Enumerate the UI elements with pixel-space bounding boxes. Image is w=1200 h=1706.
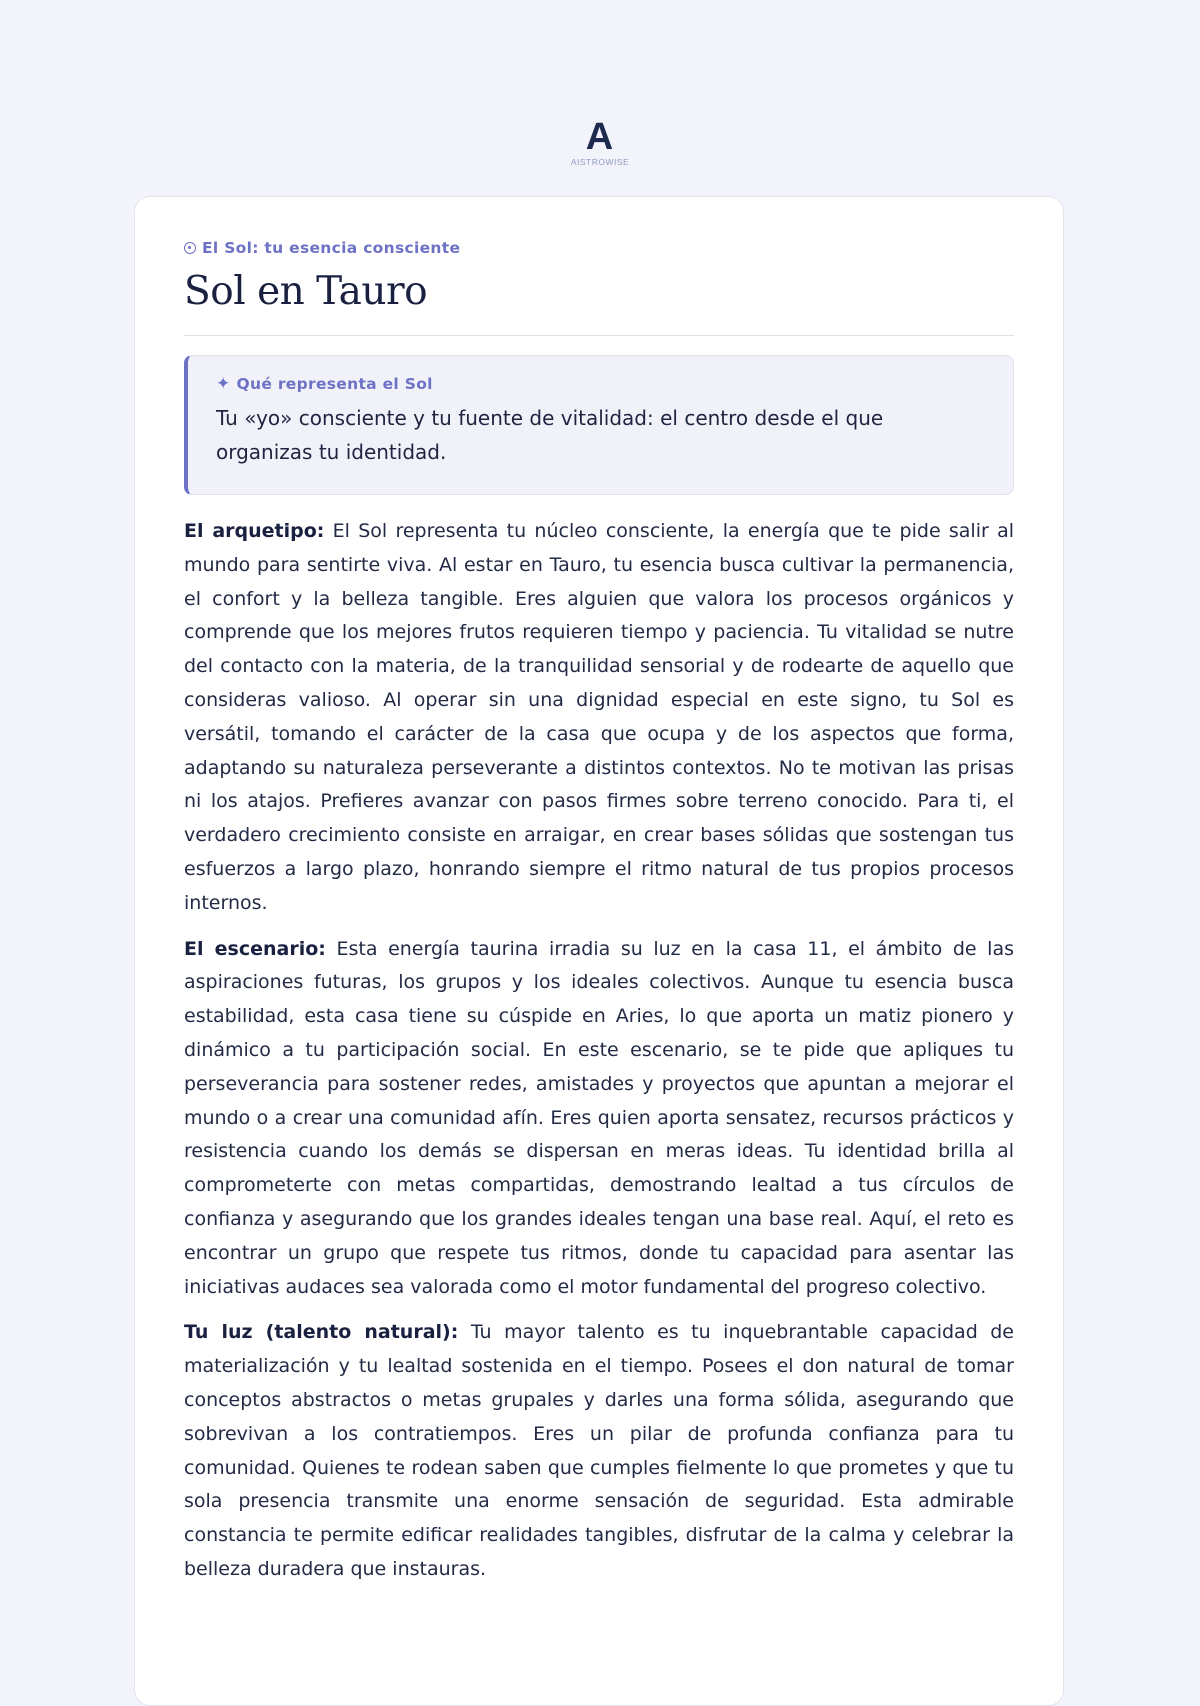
sparkle-icon: ✦ bbox=[216, 373, 231, 394]
paragraph-text: Tu mayor talento es tu inquebrantable capacidad de materialización y tu lealtad sostenida en el tiempo. Posees el don natural de tomar conceptos abstractos o metas grupales y darles una forma sólida, asegurando que sobrevivan a los contratiempos. Eres un pilar de profunda confianza para tu comunidad. Quienes te rodean saben que cumples fielmente lo que prometes y que tu sola presencia transmite una enorme sensación de seguridad. Esta admirable constancia te permite edificar realidades tangibles, disfrutar de la calma y celebrar la belleza duradera que instauras. bbox=[184, 1321, 1015, 1580]
paragraph-label: Tu luz (talento natural): bbox=[184, 1321, 459, 1344]
section-eyebrow-label: El Sol: tu esencia consciente bbox=[202, 239, 461, 257]
sun-icon bbox=[184, 242, 196, 254]
logo-wordmark: AISTROWISE bbox=[570, 157, 630, 167]
paragraph-archetype bbox=[184, 515, 1014, 921]
brand-logo bbox=[0, 118, 1200, 167]
paragraph-text: Esta energía taurina irradia su luz en la casa 11, el ámbito de las aspiraciones futuras, los grupos y los ideales colectivos. Aunque tu esencia busca estabilidad, esta casa tiene su cúspide en Aries, lo que aporta un matiz pionero y dinámico a tu participación social. En este escenario, se te pide que apliques tu perseverancia para sostener redes, amistades y proyectos que apuntan a mejorar el mundo o a crear una comunidad afín. Eres quien aporta sensatez, recursos prácticos y resistencia cuando los demás se dispersan en meras ideas. Tu identidad brilla al comprometerte con metas compartidas, demostrando lealtad a tus círculos de confianza y asegurando que los grandes ideales tengan una base real. Aquí, el reto es encontrar un grupo que respete tus ritmos, donde tu capacidad para asentar las iniciativas audaces sea valorada como el motor fundamental del progreso colectivo. bbox=[184, 937, 1014, 1298]
paragraph-text: El Sol representa tu núcleo consciente, la energía que te pide salir al mundo para sentirte viva. Al estar en Tauro, tu esencia busca cultivar la permanencia, el confort y la belleza tangible. Eres alguien que valora los procesos orgánicos y comprende que los mejores frutos requieren tiempo y paciencia. Tu vitalidad se nutre del contacto con la materia, de la tranquilidad sensorial y de rodearte de aquello que consideras valioso. Al operar sin una dignidad especial en este signo, tu Sol es versátil, tomando el carácter de la casa que ocupa y de los aspectos que forma, adaptando su naturaleza perseverante a distintos contextos. No te motivan las prisas ni los atajos. Prefieres avanzar con pasos firmes sobre terreno conocido. Para ti, el verdadero crecimiento consiste en arraigar, en crear bases sólidas que sostengan tus esfuerzos a largo plazo, honrando siempre el ritmo natural de tus propios procesos internos. bbox=[184, 520, 1014, 914]
logo-mark: A bbox=[585, 116, 615, 158]
title-divider bbox=[184, 335, 1014, 336]
callout-text: Tu «yo» consciente y tu fuente de vitalidad: el centro desde el que organizas tu identidad. bbox=[216, 406, 884, 464]
paragraph-talent bbox=[184, 1316, 1014, 1586]
definition-callout bbox=[184, 355, 1014, 495]
page-title: Sol en Tauro bbox=[184, 269, 428, 314]
section-eyebrow bbox=[184, 237, 1014, 259]
paragraph-label: El escenario: bbox=[184, 937, 326, 960]
paragraph-label: El arquetipo: bbox=[184, 520, 325, 542]
paragraph-scenario bbox=[184, 933, 1014, 1305]
callout-label: Qué representa el Sol bbox=[236, 375, 433, 393]
callout-header bbox=[216, 375, 985, 393]
content-card bbox=[134, 196, 1064, 1706]
